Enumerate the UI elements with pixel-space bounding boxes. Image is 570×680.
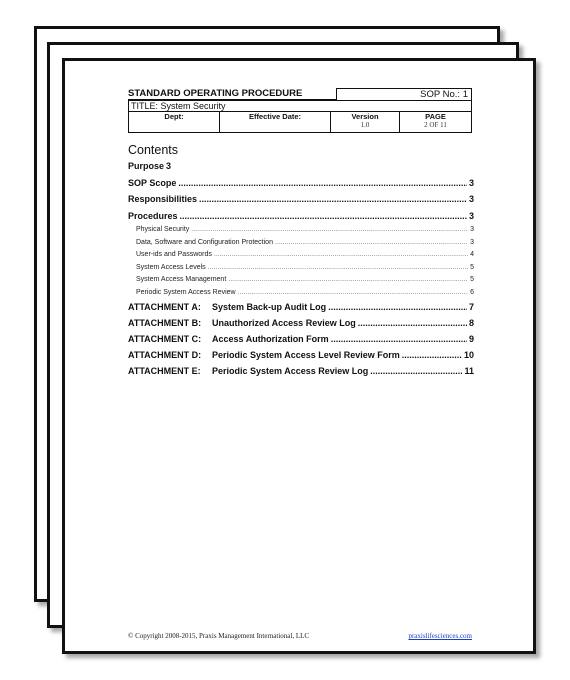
effective-date-label: Effective Date: (248, 112, 302, 121)
toc-attachment-entry[interactable] (128, 331, 474, 347)
toc-leader (238, 287, 469, 300)
toc-subentry-page: 5 (470, 263, 474, 271)
page-label: PAGE (425, 112, 446, 121)
sop-number: SOP No.: 1 (336, 88, 472, 100)
contents-heading: Contents (128, 143, 179, 157)
dept-label: Dept: (164, 112, 184, 121)
sop-header-table (128, 88, 472, 133)
toc-leader (180, 208, 467, 225)
attachment-title: System Back-up Audit Log (212, 302, 327, 312)
toc-attachment-entry[interactable] (128, 315, 474, 331)
toc-entry-page: 3 (468, 194, 474, 204)
version-label: Version (351, 112, 379, 121)
version-value: 1.0 (360, 121, 370, 129)
attachment-title: Access Authorization Form (212, 334, 329, 344)
front-page-sheet (62, 58, 536, 654)
toc-attachment-entry[interactable] (128, 347, 474, 363)
sop-title: STANDARD OPERATING PROCEDURE (128, 88, 336, 100)
toc-subentry-text: Periodic System Access Review (136, 288, 236, 296)
toc-subentry-page: 4 (470, 251, 474, 258)
toc-leader (214, 249, 468, 262)
toc-entry-text: SOP Scope (128, 177, 177, 188)
website-link[interactable]: praxislifesciences.com (408, 632, 472, 640)
toc-leader (328, 299, 467, 315)
toc-subentry[interactable] (128, 224, 474, 237)
attachment-label: ATTACHMENT B: (128, 318, 202, 328)
copyright-text: © Copyright 2008-2015, Praxis Management International, LLC (128, 632, 310, 640)
table-of-contents (128, 158, 474, 379)
toc-subentry-page: 3 (470, 226, 474, 233)
attachment-label: ATTACHMENT D: (128, 350, 202, 360)
toc-subentry-page: 5 (470, 276, 474, 283)
toc-subentry-text: System Access Levels (136, 263, 206, 271)
toc-entry-page: 3 (468, 210, 474, 221)
toc-attachment-entry[interactable] (128, 363, 474, 379)
page-value: 2 OF 11 (424, 121, 447, 129)
toc-attachment-entry[interactable] (128, 299, 474, 315)
toc-leader (208, 262, 468, 275)
toc-entry[interactable] (128, 175, 474, 192)
toc-entry-page: 3 (468, 177, 474, 188)
toc-subentry[interactable] (128, 274, 474, 287)
toc-subentry-page: 3 (470, 238, 474, 246)
attachment-page: 9 (468, 334, 474, 344)
toc-subentry[interactable] (128, 237, 474, 250)
toc-entry-purpose[interactable] (128, 158, 474, 175)
page-cell (400, 112, 471, 132)
document-title: TITLE: System Security (128, 100, 472, 112)
attachment-title: Periodic System Access Level Review Form (212, 350, 400, 360)
toc-subentry-text: Data, Software and Configuration Protection (136, 238, 273, 246)
toc-entry[interactable] (128, 191, 474, 208)
dept-cell (129, 112, 220, 132)
toc-entry-text: Purpose (128, 161, 165, 171)
attachment-page: 8 (468, 318, 474, 328)
toc-leader (199, 191, 467, 208)
toc-subentry-text: User-ids and Passwords (136, 251, 212, 258)
attachment-title: Periodic System Access Review Log (212, 366, 369, 376)
attachment-title: Unauthorized Access Review Log (212, 318, 356, 328)
toc-leader (370, 363, 462, 379)
toc-subentry-text: System Access Management (136, 276, 227, 283)
attachment-page: 7 (468, 302, 474, 312)
effective-date-cell (220, 112, 331, 132)
toc-leader (178, 175, 467, 192)
toc-subentry[interactable] (128, 249, 474, 262)
toc-subentry[interactable] (128, 287, 474, 300)
toc-leader (275, 237, 468, 250)
attachment-page: 10 (463, 350, 474, 360)
toc-leader (331, 331, 467, 347)
attachment-page: 11 (464, 366, 474, 376)
toc-entry-text: Procedures (128, 210, 178, 221)
toc-subentry-text: Physical Security (136, 226, 190, 233)
toc-entry-text: Responsibilities (128, 194, 198, 204)
attachment-label: ATTACHMENT A: (128, 302, 201, 312)
attachment-label: ATTACHMENT E: (128, 366, 201, 376)
toc-leader (228, 274, 468, 287)
toc-entry-page: 3 (166, 161, 172, 171)
toc-entry[interactable] (128, 208, 474, 225)
version-cell (331, 112, 400, 132)
attachment-label: ATTACHMENT C: (128, 334, 202, 344)
document-page (65, 61, 533, 651)
toc-leader (358, 315, 467, 331)
toc-leader (402, 347, 462, 363)
toc-subentry-page: 6 (470, 288, 474, 296)
toc-subentry[interactable] (128, 262, 474, 275)
toc-leader (191, 224, 468, 237)
